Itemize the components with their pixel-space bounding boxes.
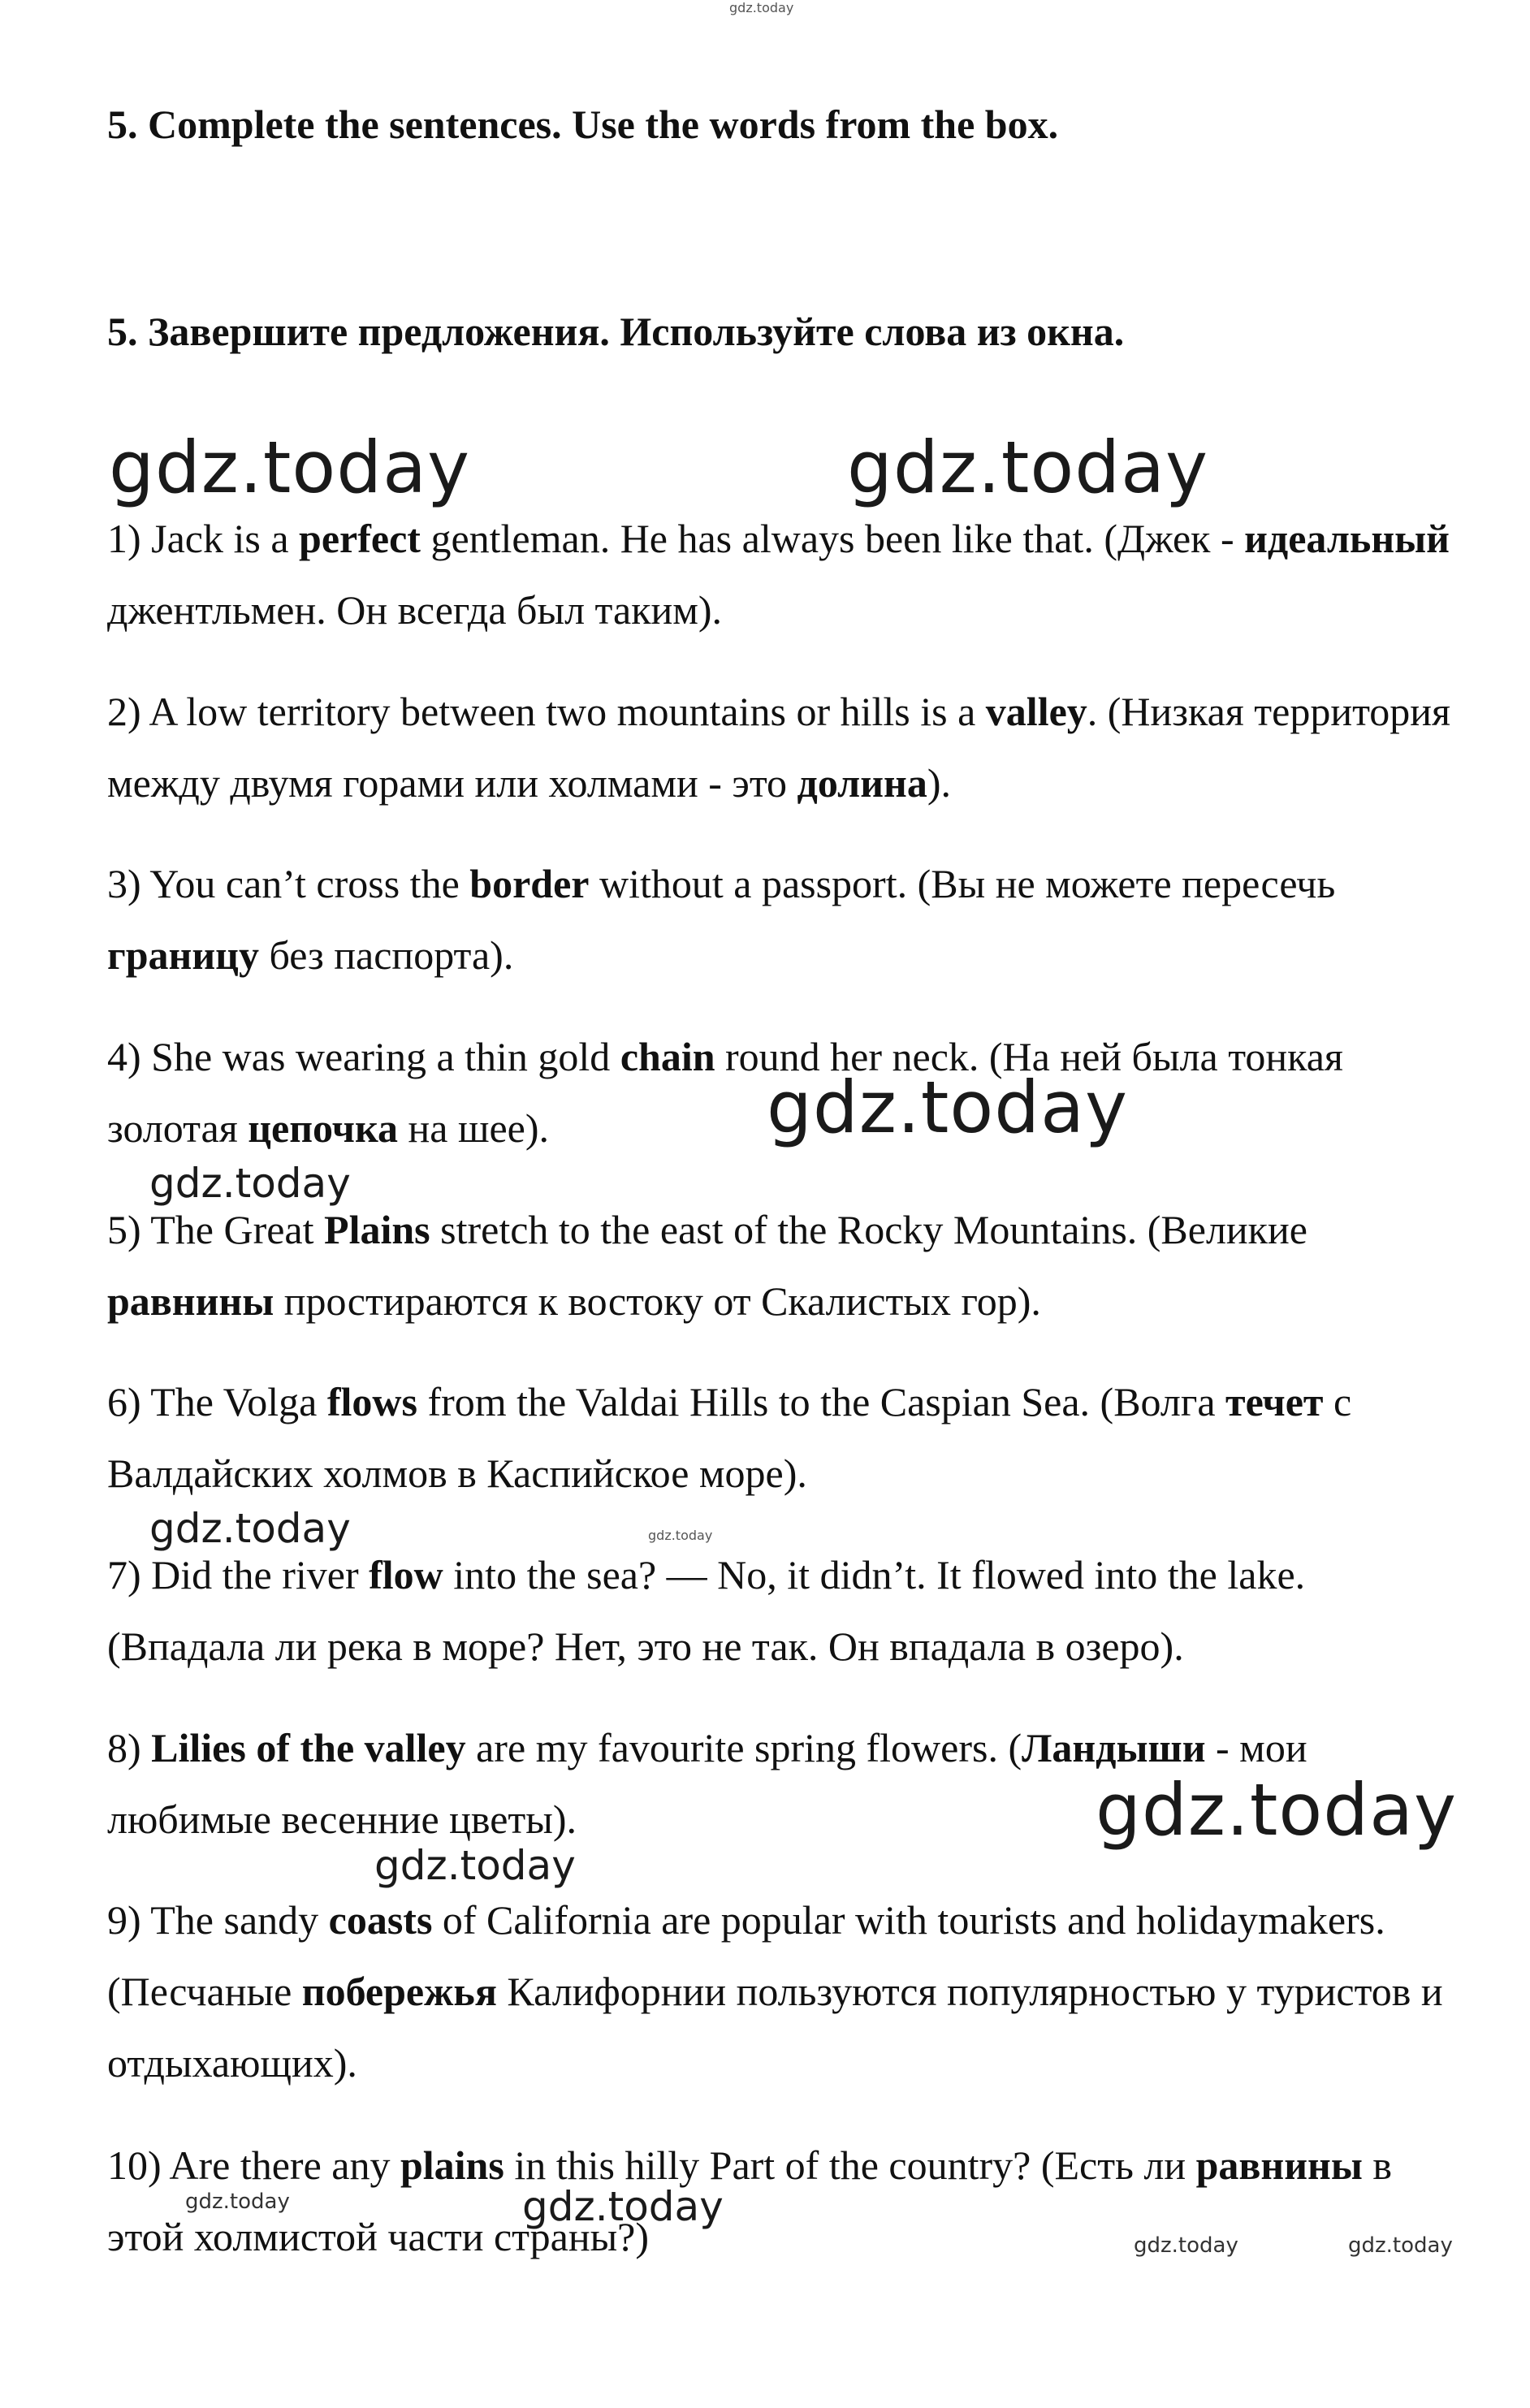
watermark-small-1: gdz.today: [648, 1528, 713, 1543]
watermark-large-1: gdz.today: [109, 426, 471, 509]
sentence-text: of California are popular with tourists and holidaymakers. (Песчаные: [107, 1897, 1385, 2014]
keyword: Plains: [324, 1207, 430, 1252]
sentence-text: without a passport. (Вы не можете пересечь: [589, 861, 1336, 906]
sentence-text: gentleman. He has always been like that. (Джек -: [420, 516, 1245, 561]
watermark-small-3: gdz.today: [1134, 2233, 1238, 2258]
sentence-text: 3) You can’t cross the: [107, 861, 470, 906]
keyword: Ландыши: [1022, 1725, 1206, 1770]
keyword: flows: [326, 1379, 417, 1424]
watermark-large-3: gdz.today: [767, 1066, 1129, 1149]
sentence-item: [107, 1712, 1472, 1855]
sentence-text: in this hilly Part of the country? (Есть ли: [504, 2142, 1196, 2188]
sentence-item: [107, 1194, 1472, 1337]
heading-english: 5. Complete the sentences. Use the words from the box.: [107, 102, 1059, 147]
keyword: цепочка: [248, 1105, 399, 1151]
sentence-text: в этой холмистой части страны?): [107, 2142, 1392, 2259]
sentence-item: [107, 2129, 1472, 2272]
keyword: равнины: [107, 1278, 274, 1324]
sentence-text: 6) The Volga: [107, 1379, 327, 1424]
sentence-text: джентльмен. Он всегда был таким).: [107, 587, 723, 633]
sentence-item: [107, 1021, 1472, 1164]
sentence-text: Калифорнии пользуются популярностью у туристов и отдыхающих).: [107, 1969, 1443, 2086]
watermark-large-2: gdz.today: [847, 426, 1209, 509]
sentence-text: into the sea? — No, it didn’t. It flowed into the lake. (Впадала ли река в море? Нет, это не так. Он впадала в озеро).: [107, 1552, 1306, 1669]
sentence-text: 8): [107, 1725, 152, 1770]
keyword: течет: [1225, 1379, 1324, 1424]
sentence-text: round her neck. (На ней была тонкая золотая: [107, 1034, 1343, 1151]
keyword: perfect: [299, 516, 421, 561]
watermark-top: gdz.today: [729, 0, 794, 15]
watermark-medium-1: gdz.today: [149, 1160, 351, 1207]
keyword: flow: [369, 1552, 443, 1597]
sentence-text: are my favourite spring flowers. (: [465, 1725, 1022, 1770]
sentence-text: 5) The Great: [107, 1207, 325, 1252]
sentence-item: [107, 503, 1472, 646]
sentence-item: [107, 1539, 1472, 1682]
sentence-text: простираются к востоку от Скалистых гор).: [274, 1278, 1041, 1324]
sentence-text: ).: [927, 760, 952, 806]
keyword: идеальный: [1244, 516, 1450, 561]
sentence-text: . (Низкая территория между двумя горами или холмами - это: [107, 689, 1451, 806]
watermark-medium-4: gdz.today: [522, 2183, 724, 2230]
sentence-text: 2) A low territory between two mountains or hills is a: [107, 689, 986, 734]
sentence-item: [107, 1884, 1472, 2099]
sentence-item: [107, 676, 1472, 819]
keyword: долина: [797, 760, 927, 806]
sentence-text: с Валдайских холмов в Каспийское море).: [107, 1379, 1352, 1496]
keyword: равнины: [1195, 2142, 1363, 2188]
keyword: border: [469, 861, 590, 906]
sentence-item: [107, 1366, 1472, 1509]
sentence-text: 7) Did the river: [107, 1552, 370, 1597]
sentence-text: без паспорта).: [258, 932, 514, 978]
heading-russian: 5. Завершите предложения. Используйте слова из окна.: [107, 309, 1125, 354]
sentence-text: 1) Jack is a: [107, 516, 300, 561]
sentence-text: stretch to the east of the Rocky Mountains. (Великие: [430, 1207, 1307, 1252]
keyword: plains: [400, 2142, 504, 2188]
keyword: valley: [985, 689, 1087, 734]
sentence-text: на шее).: [398, 1105, 550, 1151]
keyword: Lilies of the valley: [151, 1725, 466, 1770]
keyword: chain: [620, 1034, 715, 1079]
keyword: побережья: [301, 1969, 497, 2014]
sentence-text: from the Valdai Hills to the Caspian Sea. (Волга: [417, 1379, 1226, 1424]
watermark-medium-2: gdz.today: [149, 1505, 351, 1552]
keyword: coasts: [328, 1897, 433, 1943]
sentence-item: [107, 848, 1472, 991]
watermark-small-2: gdz.today: [185, 2190, 290, 2214]
keyword: границу: [107, 932, 259, 978]
sentence-text: 4) She was wearing a thin gold: [107, 1034, 620, 1079]
watermark-large-4: gdz.today: [1096, 1768, 1458, 1852]
watermark-medium-3: gdz.today: [374, 1842, 576, 1889]
watermark-small-4: gdz.today: [1348, 2233, 1453, 2258]
sentence-text: - мои любимые весенние цветы).: [107, 1725, 1307, 1842]
sentence-text: 9) The sandy: [107, 1897, 329, 1943]
sentence-text: 10) Are there any: [107, 2142, 400, 2188]
